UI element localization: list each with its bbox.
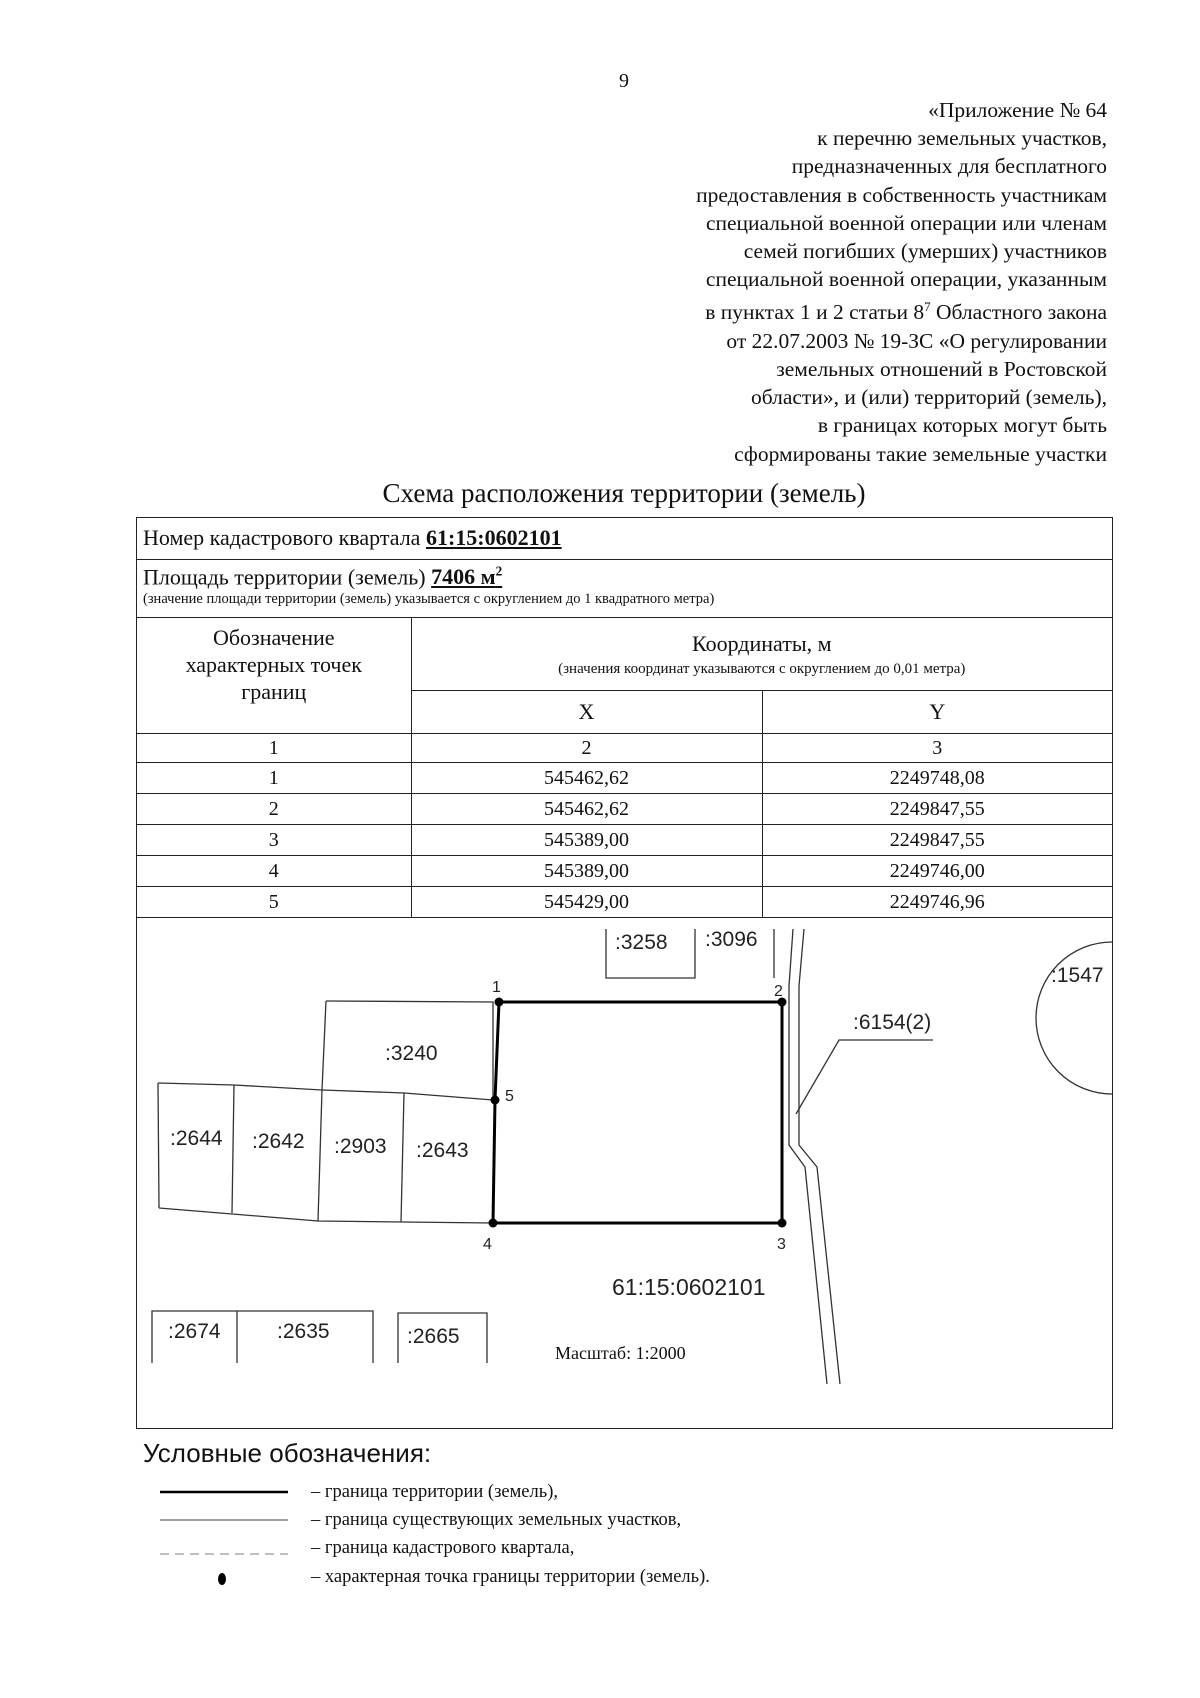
parcel-row-bottom [159,1208,492,1223]
coords-hint: (значения координат указываются с округлением до 0,01 метра) [558,660,966,677]
boundary-point-5 [491,1096,500,1105]
appendix-line: семей погибших (умерших) участников [743,239,1107,264]
point-cell: 5 [137,887,411,918]
parcel-label-2635: :2635 [277,1320,330,1343]
territory-map [137,917,1112,1428]
appendix-line: к перечню земельных участков, [817,126,1107,151]
boundary-point-3 [778,1219,787,1228]
table-row [137,887,1112,918]
parcel-label-3096: :3096 [705,928,758,951]
legend-item-boundary-point [0,1567,1200,1595]
table-row [137,856,1112,887]
legend-text: – граница кадастрового квартала, [311,1538,575,1558]
scheme-title: Схема расположения территории (земель) [382,478,866,508]
parcel-divider [401,1093,404,1222]
territory-polygon [493,1002,782,1223]
appendix-line: в границах которых могут быть [817,413,1107,438]
parcel-label-6154: :6154(2) [853,1011,932,1034]
legend-item-territory-boundary [0,1482,1200,1510]
point-cell: 2 [137,794,411,825]
parcel-6154-leader [796,1040,933,1114]
y-cell: 2249746,96 [762,887,1112,918]
point-cell: 4 [137,856,411,887]
territory-boundary [493,1002,782,1223]
dashed-line-icon [160,1540,290,1560]
parcel-label-2644: :2644 [170,1127,223,1150]
appendix-line: земельных отношений в Ростовской [776,356,1107,381]
parcel-label-3240: :3240 [385,1042,438,1065]
solid-thin-line-icon [160,1512,290,1532]
col-number: 1 [137,734,411,763]
page-number: 9 [619,70,629,92]
point-label-1: 1 [492,979,501,996]
column-number-row [137,734,1112,763]
parcel-divider [232,1085,234,1213]
appendix-line: предоставления в собственность участникам [696,182,1107,207]
map-area [137,917,1112,1428]
parcel-label-2643: :2643 [416,1139,469,1162]
x-header: X [411,691,762,734]
point-cell: 1 [137,763,411,794]
cadastral-row [137,518,1112,560]
x-cell: 545462,62 [411,763,762,794]
legend-item-quarter-boundary [0,1538,1200,1566]
solid-thick-line-icon [160,1484,290,1504]
y-cell: 2249746,00 [762,856,1112,887]
point-label-5: 5 [505,1088,514,1105]
y-header: Y [762,691,1112,734]
appendix-line: сформированы такие земельные участки [734,441,1107,466]
boundary-points [489,998,787,1228]
scheme-frame [136,517,1113,1429]
area-value: 7406 $м^2$ [431,564,503,590]
appendix-line: специальной военной операции, указанным [705,267,1107,292]
parcel-label-3258: :3258 [615,931,668,954]
appendix-line: области», и (или) территорий (земель), [750,385,1107,410]
area-hint: (значение площади территории (земель) указывается с округлением до 1 квадратного метра) [143,591,715,608]
parcel-label-2665: :2665 [407,1325,460,1348]
y-cell: 2249748,08 [762,763,1112,794]
boundary-point-4 [489,1219,498,1228]
parcel-2644-left [158,1083,159,1208]
x-cell: 545462,62 [411,794,762,825]
appendix-line: предназначенных для бесплатного [791,154,1107,179]
coordinates-table [137,618,1112,918]
legend-item-parcel-boundary [0,1510,1200,1538]
point-labels [483,979,786,1253]
table-row [137,794,1112,825]
boundary-point-1 [495,998,504,1007]
col-number: 3 [762,734,1112,763]
parcel-label-2903: :2903 [334,1135,387,1158]
existing-parcel-lines [152,929,1112,1384]
appendix-header [547,96,1107,468]
cadastral-label: Номер кадастрового квартала [143,525,426,550]
legend-title: Условные обозначения: [143,1438,432,1468]
x-cell: 545429,00 [411,887,762,918]
parcel-row-top [158,1083,493,1100]
parcel-divider [318,1090,322,1221]
area-label: Площадь территории (земель) [143,564,432,590]
scale-label: Масштаб: 1:2000 [555,1343,686,1363]
point-label-2: 2 [774,983,783,1000]
parcel-3240-left [322,1001,326,1090]
appendix-line: «Приложение № 64 [928,98,1107,122]
x-cell: 545389,00 [411,856,762,887]
table-row [137,763,1112,794]
points-header: Обозначение характерных точек границ [137,618,411,734]
y-cell: 2249847,55 [762,825,1112,856]
map-labels [168,928,1104,1348]
parcel-label-2642: :2642 [252,1130,305,1153]
legend-text: – характерная точка границы территории (земель). [311,1567,710,1587]
dot-icon [160,1567,290,1591]
quarter-label: 61:15:0602101 [612,1274,766,1300]
appendix-line: в пунктах 1 и 2 статьи $8^7$ Областного закона [705,300,1107,325]
coords-header: Координаты, м (значения координат указываются с округлением до 0,01 метра) [411,618,1112,691]
parcel-label-1547: :1547 [1051,964,1104,987]
appendix-line: от 22.07.2003 № 19-ЗС «О регулировании [726,328,1107,353]
appendix-line: специальной военной операции или членам [705,210,1107,235]
parcel-label-2674: :2674 [168,1320,221,1343]
legend-text: – граница существующих земельных участков, [311,1510,682,1530]
legend-text: – граница территории (земель), [311,1482,558,1502]
point-cell: 3 [137,825,411,856]
point-label-4: 4 [483,1236,492,1253]
x-cell: 545389,00 [411,825,762,856]
table-row [137,825,1112,856]
cadastral-value: 61:15:0602101 [425,525,562,550]
area-row [137,560,1112,618]
col-number: 2 [411,734,762,763]
point-label-3: 3 [777,1236,786,1253]
y-cell: 2249847,55 [762,794,1112,825]
